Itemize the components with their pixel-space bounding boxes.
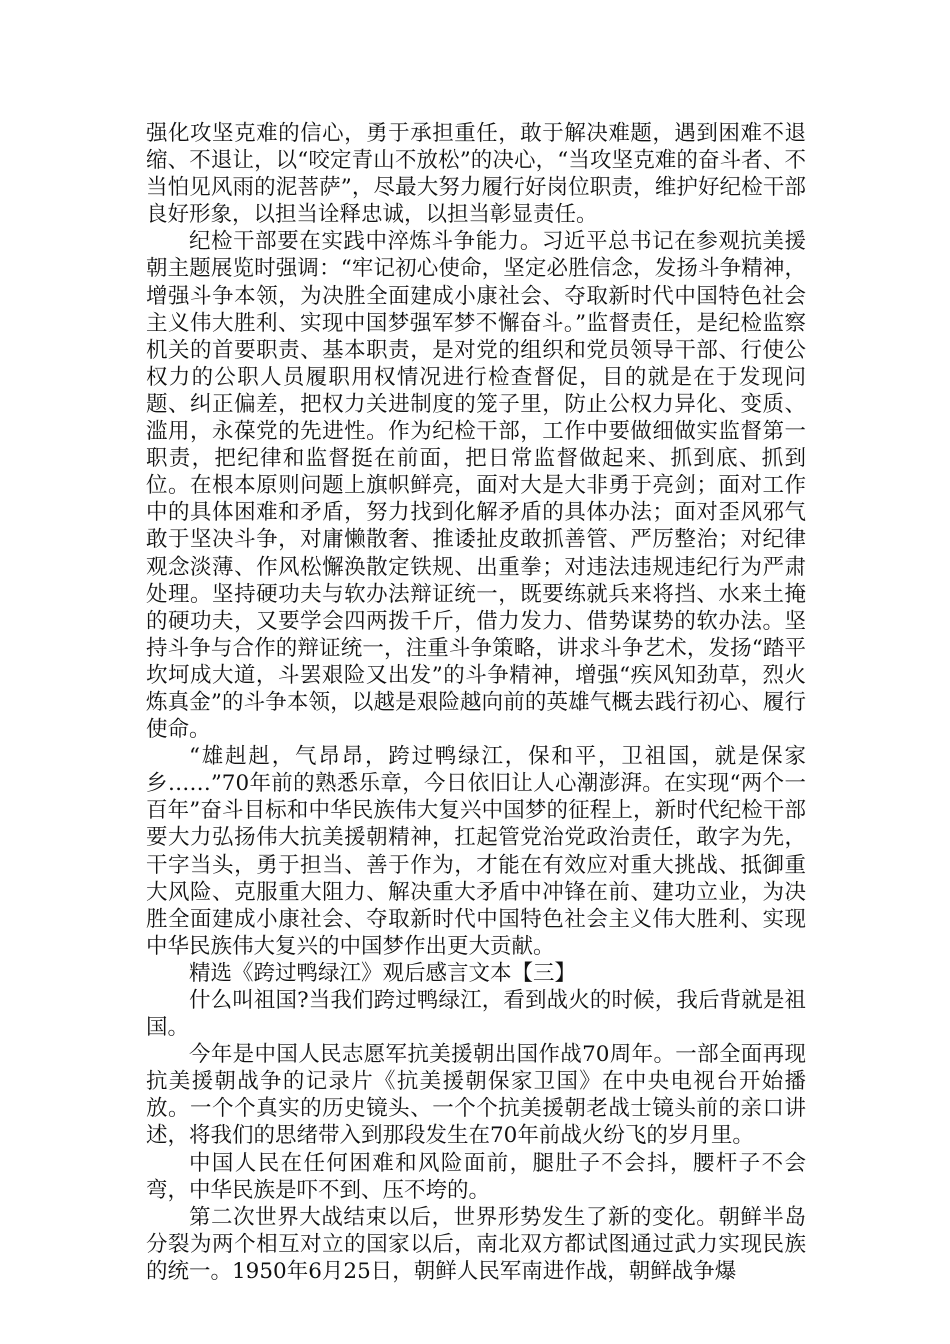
paragraph-struggle-ability: 纪检干部要在实践中淬炼斗争能力。习近平总书记在参观抗美援朝主题展览时强调：“牢记初心使命，坚定必胜信念，发扬斗争精神，增强斗争本领，为决胜全面建成小康社会、夺取新时代中国特色社会主义伟大胜利、实现中国梦强军梦不懈奋斗。”监督责任，是纪检监察机关的首要职责、基本职责，是对党的组织和党员领导干部、行使公权力的公职人员履职用权情况进行检查督促，目的就是在于发现问题、纠正偏差，把权力关进制度的笼子里，防止公权力异化、变质、滥用，永葆党的先进性。作为纪检干部，工作中要做细做实监督第一职责，把纪律和监督挺在前面，把日常监督做起来、抓到底、抓到位。在根本原则问题上旗帜鲜亮，面对大是大非勇于亮剑；面对工作中的具体困难和矛盾，努力找到化解矛盾的具体办法；面对歪风邪气敢于坚决斗争，对庸懒散奢、推诿扯皮敢抓善管、严厉整治；对纪律观念淡薄、作风松懈涣散定铁规、出重拳；对违法违规违纪行为严肃处理。坚持硬功夫与软办法辩证统一，既要练就兵来将挡、水来土掩的硬功夫，又要学会四两拨千斤，借力发力、借势谋势的软办法。坚持斗争与合作的辩证统一，注重斗争策略，讲求斗争艺术，发扬“踏平坎坷成大道，斗罢艰险又出发”的斗争精神，增强“疾风知劲草，烈火炼真金”的斗争本领，以越是艰险越向前的英雄气概去践行初心、履行使命。 (146, 229, 806, 743)
paragraph-continuation: 强化攻坚克难的信心，勇于承担重任，敢于解决难题，遇到困难不退缩、不退让，以“咬定青山不放松”的决心，“当攻坚克难的奋斗者、不当怕见风雨的泥菩萨”，尽最大努力履行好岗位职责，维护好纪检干部良好形象，以担当诠释忠诚，以担当彰显责任。 (146, 121, 806, 228)
paragraph-anniversary: 今年是中国人民志愿军抗美援朝出国作战70周年。一部全面再现抗美援朝战争的记录片《抗美援朝保家卫国》在中央电视台开始播放。一个个真实的历史镜头、一个个抗美援朝老战士镜头前的亲口讲述，将我们的思绪带入到那段发生在70年前战火纷飞的岁月里。 (146, 1042, 806, 1149)
paragraph-ww2: 第二次世界大战结束以后，世界形势发生了新的变化。朝鲜半岛分裂为两个相互对立的国家以后，南北双方都试图通过武力实现民族的统一。1950年6月25日，朝鲜人民军南进作战，朝鲜战争爆 (146, 1204, 806, 1284)
paragraph-motherland: 什么叫祖国?当我们跨过鸭绿江，看到战火的时候，我后背就是祖国。 (146, 988, 806, 1041)
section-heading: 精选《跨过鸭绿江》观后感言文本【三】 (189, 960, 577, 986)
document-page (146, 120, 806, 1285)
paragraph-chinese-people: 中国人民在任何困难和风险面前，腿肚子不会抖，腰杆子不会弯，中华民族是吓不到、压不垮的。 (146, 1150, 806, 1203)
paragraph-song-quote: “雄赳赳，气昂昂，跨过鸭绿江，保和平，卫祖国，就是保家乡……”70年前的熟悉乐章，今日依旧让人心潮澎湃。在实现“两个一百年”奋斗目标和中华民族伟大复兴中国梦的征程上，新时代纪检干部要大力弘扬伟大抗美援朝精神，扛起管党治党政治责任，敢字为先，干字当头，勇于担当、善于作为，才能在有效应对重大挑战、抵御重大风险、克服重大阻力、解决重大矛盾中冲锋在前、建功立业，为决胜全面建成小康社会、夺取新时代中国特色社会主义伟大胜利、实现中华民族伟大复兴的中国梦作出更大贡献。 (146, 744, 806, 959)
